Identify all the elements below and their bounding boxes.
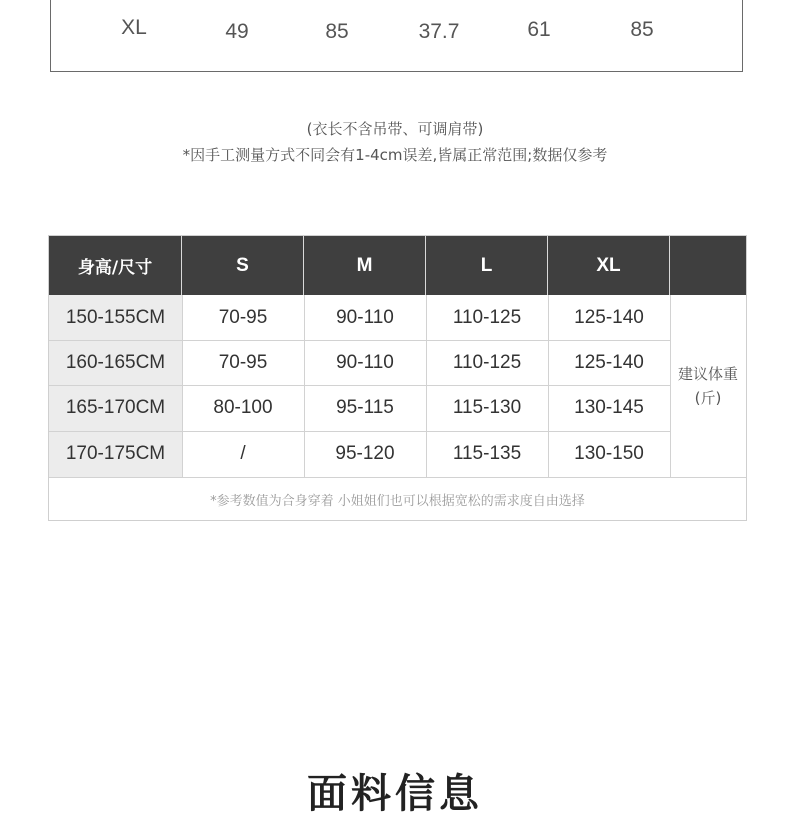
header-size-l: L: [426, 236, 548, 295]
table-cell: 70-95: [218, 351, 268, 373]
top-cell-value: 85: [325, 20, 349, 43]
table-cell: 115-130: [452, 397, 522, 418]
table-header: [49, 236, 746, 295]
note-line-2: *因手工测量方式不同会有1-4cm误差,皆属正常范围;数据仅参考: [182, 146, 608, 164]
row-height-label: 160-165CM: [65, 351, 166, 373]
top-cell-size: XL: [121, 16, 147, 39]
table-cell: 95-120: [335, 443, 395, 464]
table-cell: 110-125: [452, 351, 522, 373]
section-title: 面料信息: [307, 771, 483, 817]
table-cell: 125-140: [574, 351, 644, 373]
header-empty: [670, 236, 746, 295]
table-cell: 125-140: [574, 306, 644, 328]
header-size-xl: XL: [548, 236, 670, 295]
row-height-label: 170-175CM: [65, 443, 166, 464]
measurement-notes: [0, 116, 790, 168]
top-cell-value: 85: [630, 18, 654, 41]
size-recommendation-table: [48, 235, 747, 521]
top-cell-value: 49: [225, 20, 249, 43]
row-height-label: 150-155CM: [65, 306, 166, 328]
table-cell: 90-110: [336, 351, 394, 373]
table-cell: 90-110: [336, 306, 394, 328]
top-cell-value: 37.7: [418, 20, 460, 43]
weight-label-text: 建议体重: [677, 365, 738, 383]
row-height-label: 165-170CM: [65, 397, 166, 418]
weight-unit-text: (斤): [694, 389, 722, 407]
table-cell: 115-135: [452, 443, 522, 464]
note-line-1: (衣长不含吊带、可调肩带): [306, 120, 484, 138]
recommended-weight-label: [670, 295, 746, 477]
table-cell: /: [240, 443, 246, 464]
table-cell: 95-115: [336, 397, 394, 418]
measurement-table-bottom: [50, 0, 743, 72]
table-cell: 70-95: [218, 306, 268, 328]
table-cell: 130-145: [574, 397, 644, 418]
header-size-s: S: [182, 236, 304, 295]
table-footnote: *参考数值为合身穿着 小姐姐们也可以根据宽松的需求度自由选择: [210, 493, 585, 509]
header-height-size: 身高/尺寸: [49, 236, 182, 295]
table-cell: 80-100: [213, 397, 273, 418]
table-cell: 130-150: [574, 443, 644, 464]
header-size-m: M: [304, 236, 426, 295]
top-cell-value: 61: [527, 18, 551, 41]
table-cell: 110-125: [452, 306, 522, 328]
